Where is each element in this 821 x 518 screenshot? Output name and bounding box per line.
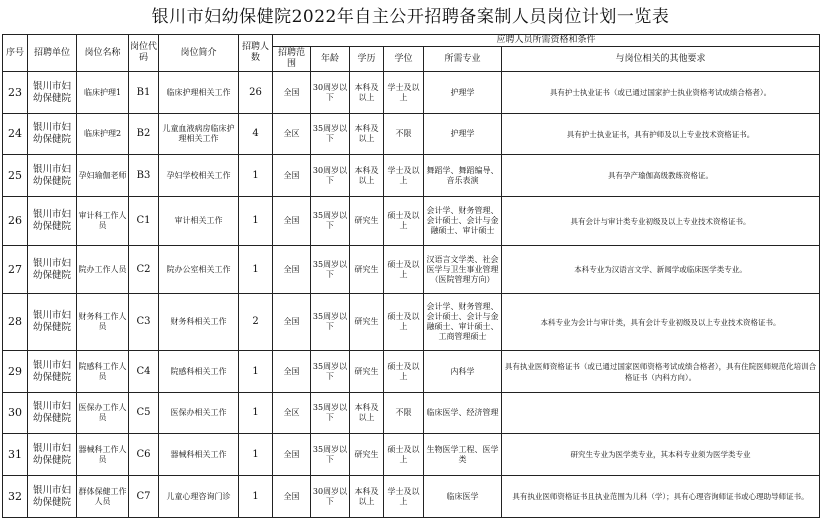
cell-age: 30周岁以下: [311, 476, 350, 518]
cell-unit: 银川市妇幼保健院: [28, 434, 77, 476]
cell-post-desc: 临床护理相关工作: [159, 72, 239, 114]
cell-scope: 全区: [273, 393, 311, 434]
cell-education: 研究生: [350, 294, 384, 351]
cell-count: 1: [239, 351, 273, 393]
cell-post-code: C7: [129, 476, 159, 518]
cell-post-name: 群体保健工作人员: [77, 476, 129, 518]
cell-scope: 全国: [273, 351, 311, 393]
cell-post-name: 临床护理1: [77, 72, 129, 114]
cell-degree: 硕士及以上: [384, 246, 424, 294]
header-major: 所需专业: [424, 47, 502, 72]
cell-degree: 不限: [384, 393, 424, 434]
cell-other: 具有护士执业证书（或已通过国家护士执业资格考试成绩合格者）。: [502, 72, 820, 114]
table-row: [3, 393, 820, 434]
cell-seq: 29: [3, 351, 28, 393]
cell-age: 35周岁以下: [311, 114, 350, 155]
cell-unit: 银川市妇幼保健院: [28, 393, 77, 434]
cell-seq: 23: [3, 72, 28, 114]
cell-other: [502, 393, 820, 434]
cell-count: 2: [239, 294, 273, 351]
cell-major: 临床医学: [424, 476, 502, 518]
cell-education: 研究生: [350, 197, 384, 246]
cell-count: 1: [239, 393, 273, 434]
cell-age: 35周岁以下: [311, 434, 350, 476]
cell-post-code: C1: [129, 197, 159, 246]
cell-major: 会计学、财务管理、会计硕士、会计与金融硕士、审计硕士: [424, 197, 502, 246]
cell-post-code: B2: [129, 114, 159, 155]
cell-degree: 学士及以上: [384, 476, 424, 518]
cell-post-desc: 儿童血液病房临床护理相关工作: [159, 114, 239, 155]
cell-scope: 全国: [273, 434, 311, 476]
cell-age: 35周岁以下: [311, 294, 350, 351]
cell-post-name: 院办工作人员: [77, 246, 129, 294]
cell-post-name: 器械科工作人员: [77, 434, 129, 476]
cell-unit: 银川市妇幼保健院: [28, 294, 77, 351]
cell-count: 1: [239, 434, 273, 476]
header-count: 招聘人数: [239, 35, 273, 72]
cell-other: 具有执业医师资格证书（或已通过国家医师资格考试成绩合格者），具有住院医师规范化培训合格证书（内科方向）。: [502, 351, 820, 393]
cell-post-code: C3: [129, 294, 159, 351]
cell-post-name: 院感科工作人员: [77, 351, 129, 393]
cell-post-code: B3: [129, 155, 159, 197]
header-qualification-group: 应聘人员所需资格和条件: [273, 35, 820, 47]
header-unit: 招聘单位: [28, 35, 77, 72]
cell-scope: 全国: [273, 72, 311, 114]
cell-scope: 全区: [273, 114, 311, 155]
cell-major: 生物医学工程、医学类: [424, 434, 502, 476]
cell-age: 35周岁以下: [311, 351, 350, 393]
cell-major: 汉语言文学类、社会医学与卫生事业管理（医院管理方向）: [424, 246, 502, 294]
cell-other: 研究生专业为医学类专业，其本科专业须为医学类专业: [502, 434, 820, 476]
table-row: [3, 197, 820, 246]
cell-education: 研究生: [350, 351, 384, 393]
table-row: [3, 246, 820, 294]
cell-other: 本科专业为会计与审计类，具有会计专业初级及以上专业技术资格证书。: [502, 294, 820, 351]
cell-unit: 银川市妇幼保健院: [28, 72, 77, 114]
cell-scope: 全国: [273, 246, 311, 294]
cell-post-code: C2: [129, 246, 159, 294]
cell-post-name: 临床护理2: [77, 114, 129, 155]
cell-major: 舞蹈学、舞蹈编导、音乐表演: [424, 155, 502, 197]
cell-seq: 32: [3, 476, 28, 518]
table-row: [3, 155, 820, 197]
cell-post-desc: 院感科相关工作: [159, 351, 239, 393]
cell-seq: 31: [3, 434, 28, 476]
page-title: 银川市妇幼保健院2022年自主公开招聘备案制人员岗位计划一览表: [151, 7, 670, 27]
header-age: 年龄: [311, 47, 350, 72]
cell-education: 本科及以上: [350, 114, 384, 155]
cell-major: 护理学: [424, 72, 502, 114]
cell-post-code: C4: [129, 351, 159, 393]
cell-age: 35周岁以下: [311, 246, 350, 294]
cell-education: 本科及以上: [350, 155, 384, 197]
table-row: [3, 72, 820, 114]
cell-major: 临床医学、经济管理: [424, 393, 502, 434]
cell-post-desc: 财务科相关工作: [159, 294, 239, 351]
cell-unit: 银川市妇幼保健院: [28, 351, 77, 393]
cell-age: 30周岁以下: [311, 72, 350, 114]
table-row: [3, 114, 820, 155]
cell-post-code: B1: [129, 72, 159, 114]
cell-post-name: 医保办工作人员: [77, 393, 129, 434]
cell-other: 具有护士执业证书，具有护师及以上专业技术资格证书。: [502, 114, 820, 155]
cell-seq: 30: [3, 393, 28, 434]
header-post-desc: 岗位简介: [159, 35, 239, 72]
cell-major: 护理学: [424, 114, 502, 155]
table-row: [3, 351, 820, 393]
header-other: 与岗位相关的其他要求: [502, 47, 820, 72]
cell-education: 本科及以上: [350, 393, 384, 434]
cell-post-desc: 院办公室相关工作: [159, 246, 239, 294]
cell-degree: 学士及以上: [384, 72, 424, 114]
cell-degree: 硕士及以上: [384, 351, 424, 393]
cell-other: 具有会计与审计类专业初级及以上专业技术资格证书。: [502, 197, 820, 246]
cell-seq: 25: [3, 155, 28, 197]
cell-education: 本科及以上: [350, 72, 384, 114]
cell-major: 会计学、财务管理、会计硕士、会计与金融硕士、审计硕士、工商管理硕士: [424, 294, 502, 351]
cell-scope: 全国: [273, 294, 311, 351]
cell-seq: 26: [3, 197, 28, 246]
header-degree: 学位: [384, 47, 424, 72]
cell-post-code: C5: [129, 393, 159, 434]
cell-count: 1: [239, 197, 273, 246]
cell-seq: 27: [3, 246, 28, 294]
cell-degree: 学士及以上: [384, 155, 424, 197]
cell-unit: 银川市妇幼保健院: [28, 476, 77, 518]
cell-count: 1: [239, 155, 273, 197]
cell-count: 26: [239, 72, 273, 114]
cell-post-desc: 医保办相关工作: [159, 393, 239, 434]
table-row: [3, 476, 820, 518]
cell-seq: 28: [3, 294, 28, 351]
cell-count: 1: [239, 476, 273, 518]
header-row-1: [3, 35, 820, 47]
cell-post-name: 财务科工作人员: [77, 294, 129, 351]
cell-unit: 银川市妇幼保健院: [28, 246, 77, 294]
header-seq: 序号: [3, 35, 28, 72]
cell-other: 具有执业医师资格证书且执业范围为儿科（学）；具有心理咨询师证书或心理助导师证书。: [502, 476, 820, 518]
header-education: 学历: [350, 47, 384, 72]
cell-unit: 银川市妇幼保健院: [28, 114, 77, 155]
cell-unit: 银川市妇幼保健院: [28, 197, 77, 246]
recruitment-table: [2, 34, 820, 518]
header-scope: 招聘范围: [273, 47, 311, 72]
cell-age: 35周岁以下: [311, 197, 350, 246]
cell-other: 具有孕产瑜伽高级教练资格证。: [502, 155, 820, 197]
cell-post-name: 孕妇瑜伽老师: [77, 155, 129, 197]
cell-education: 研究生: [350, 434, 384, 476]
cell-post-desc: 孕妇学校相关工作: [159, 155, 239, 197]
cell-post-name: 审计科工作人员: [77, 197, 129, 246]
header-post-name: 岗位名称: [77, 35, 129, 72]
cell-degree: 硕士及以上: [384, 434, 424, 476]
cell-degree: 不限: [384, 114, 424, 155]
table-row: [3, 434, 820, 476]
cell-age: 30周岁以下: [311, 155, 350, 197]
cell-scope: 全国: [273, 476, 311, 518]
cell-post-desc: 器械科相关工作: [159, 434, 239, 476]
cell-unit: 银川市妇幼保健院: [28, 155, 77, 197]
cell-count: 1: [239, 246, 273, 294]
cell-post-code: C6: [129, 434, 159, 476]
cell-other: 本科专业为汉语言文学、新闻学或临床医学类专业。: [502, 246, 820, 294]
cell-post-desc: 审计相关工作: [159, 197, 239, 246]
cell-education: 研究生: [350, 246, 384, 294]
cell-degree: 硕士及以上: [384, 197, 424, 246]
cell-major: 内科学: [424, 351, 502, 393]
header-post-code: 岗位代码: [129, 35, 159, 72]
cell-seq: 24: [3, 114, 28, 155]
cell-degree: 硕士及以上: [384, 294, 424, 351]
cell-post-desc: 儿童心理咨询门诊: [159, 476, 239, 518]
cell-count: 4: [239, 114, 273, 155]
cell-scope: 全国: [273, 155, 311, 197]
cell-age: 35周岁以下: [311, 393, 350, 434]
cell-education: 本科及以上: [350, 476, 384, 518]
cell-scope: 全国: [273, 197, 311, 246]
table-row: [3, 294, 820, 351]
